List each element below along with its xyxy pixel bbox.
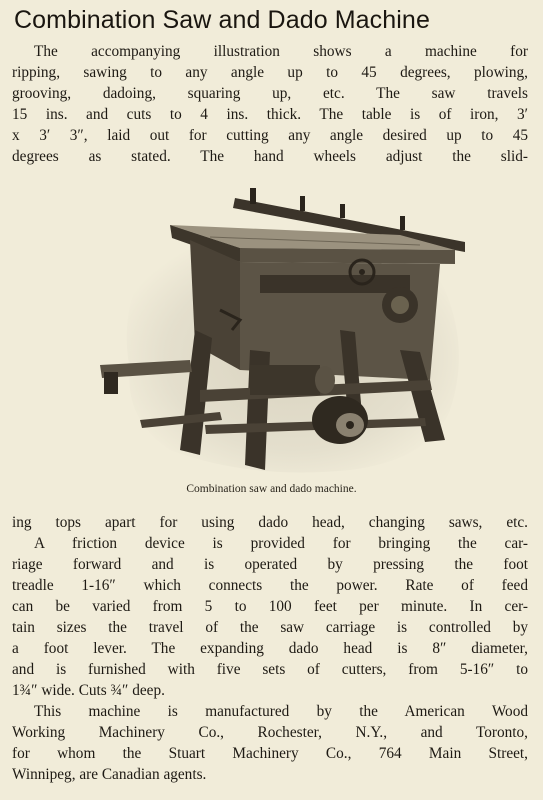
body-line: ripping, sawing to any angle up to 45 degrees, plowing, (12, 64, 528, 81)
body-line: for whom the Stuart Machinery Co., 764 Main Street, (12, 745, 528, 762)
body-line: a foot lever. The expanding dado head is 8″ diameter, (12, 640, 528, 657)
article-title: Combination Saw and Dado Machine (14, 6, 430, 34)
body-line: treadle 1-16″ which connects the power. Rate of feed (12, 577, 528, 594)
body-line: degrees as stated. The hand wheels adjust the slid- (12, 148, 528, 165)
body-line: 15 ins. and cuts to 4 ins. thick. The table is of iron, 3′ (12, 106, 528, 123)
body-line: can be varied from 5 to 100 feet per minute. In cer- (12, 598, 528, 615)
body-line: A friction device is provided for bringing the car- (34, 535, 528, 552)
body-line: This machine is manufactured by the American Wood (34, 703, 528, 720)
body-line: tain sizes the travel of the saw carriage is controlled by (12, 619, 528, 636)
machine-illustration (100, 180, 470, 485)
body-line: and is furnished with five sets of cutters, from 5-16″ to (12, 661, 528, 678)
body-line: riage forward and is operated by pressing the foot (12, 556, 528, 573)
figure-caption: Combination saw and dado machine. (186, 483, 357, 495)
body-line: x 3′ 3″, laid out for cutting any angle desired up to 45 (12, 127, 528, 144)
body-line: 1¾″ wide. Cuts ¾″ deep. (12, 682, 165, 699)
body-line: Working Machinery Co., Rochester, N.Y., and Toronto, (12, 724, 528, 741)
saw-machine-engraving (100, 180, 470, 485)
body-line: grooving, dadoing, squaring up, etc. The saw travels (12, 85, 528, 102)
body-line: ing tops apart for using dado head, changing saws, etc. (12, 514, 528, 531)
body-line: Winnipeg, are Canadian agents. (12, 766, 207, 783)
body-line: The accompanying illustration shows a machine for (34, 43, 528, 60)
